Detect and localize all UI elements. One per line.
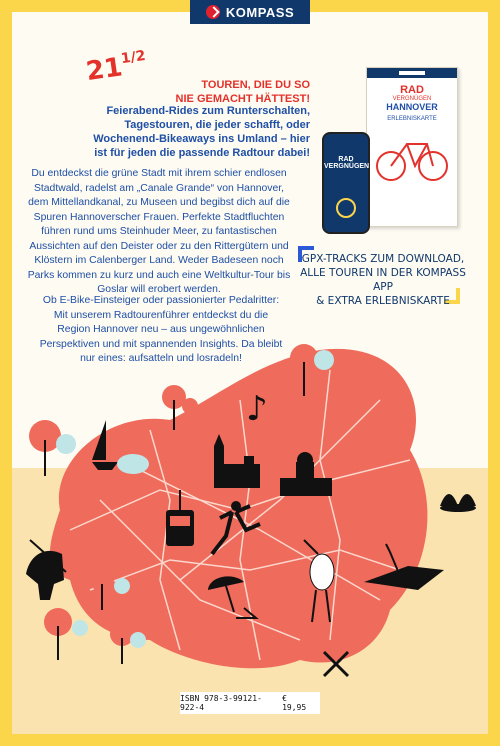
brand-name: KOMPASS <box>225 4 295 20</box>
phone-app-title: RAD VERGNÜGEN <box>324 156 370 170</box>
tagline-blue-line: Wochenend-Bikeaways ins Umland – hier <box>93 133 310 145</box>
book-extra: ERLEBNISKARTE <box>387 116 437 122</box>
lake-icon <box>117 454 149 474</box>
kompass-logo <box>190 0 310 24</box>
tour-count-number: 21 <box>84 52 125 88</box>
book-cover-image <box>366 67 458 227</box>
isbn-number: ISBN 978-3-99121-922-4 <box>180 694 262 712</box>
promo-text <box>300 252 466 308</box>
tagline-blue <box>60 104 310 160</box>
book-city: HANNOVER <box>386 102 438 112</box>
tagline-red-line: NIE GEMACHT HÄTTEST! <box>175 93 310 105</box>
tagline-red-line: TOUREN, DIE DU SO <box>201 79 310 91</box>
promo-line: ALLE TOUREN IN DER KOMPASS APP <box>300 267 466 293</box>
description-paragraph: Ob E-Bike-Einsteiger oder passionierter Pedalritter: Mit unserem Radtourenführer entdeckst du die Region Hannover neu – aus ungewöhnlichen Perspektiven und mit spannenden Insights. Da bleibt nur eines: aufsatteln und losradeln! <box>39 295 283 364</box>
phone-app-image <box>322 132 370 234</box>
bicycle-wheel-icon <box>336 198 356 218</box>
book-subtitle: VERGNÜGEN <box>392 96 432 102</box>
promo-line: GPX-TRACKS ZUM DOWNLOAD, <box>301 253 465 265</box>
tagline-blue-line: Feierabend-Rides zum Runterschalten, <box>106 105 310 117</box>
lotus-icon <box>440 494 476 512</box>
isbn-barcode <box>180 692 320 714</box>
price-label: € 19,95 <box>282 694 307 712</box>
compass-mark-icon <box>206 5 220 19</box>
description-paragraph: Du entdeckst die grüne Stadt mit ihrem schier endlosen Stadtwald, radelst am „Canale Grande“ von Hannover, dem Mittellandkanal, zu Museen und begibst dich auf die Spuren Hannoverscher Frauen. Perfekte Stadtfluchten führen rund ums Steinhuder Meer, zu fantastischen Aussichten auf den Deister oder zu den Rittergütern und Klöstern im Calenberger Land. Weder Badeseen noch Parks kommen zu kurz und auch eine Weltkultur-Tour bis Goslar will erobert werden. <box>27 168 291 295</box>
tree-icon <box>44 608 88 660</box>
treble-clef-icon: ♪ <box>246 389 268 429</box>
tagline-blue-line: Tagestouren, die jeder schafft, oder <box>124 119 310 131</box>
region-map <box>0 340 500 690</box>
bicycle-icon <box>367 122 457 192</box>
book-title: RAD <box>400 84 424 96</box>
promo-line: & EXTRA ERLEBNISKARTE <box>316 295 450 307</box>
tagline-red <box>176 78 310 106</box>
tour-count-fraction: 1/2 <box>119 47 147 68</box>
tagline-blue-line: ist für jeden die passende Radtour dabei! <box>94 147 310 159</box>
